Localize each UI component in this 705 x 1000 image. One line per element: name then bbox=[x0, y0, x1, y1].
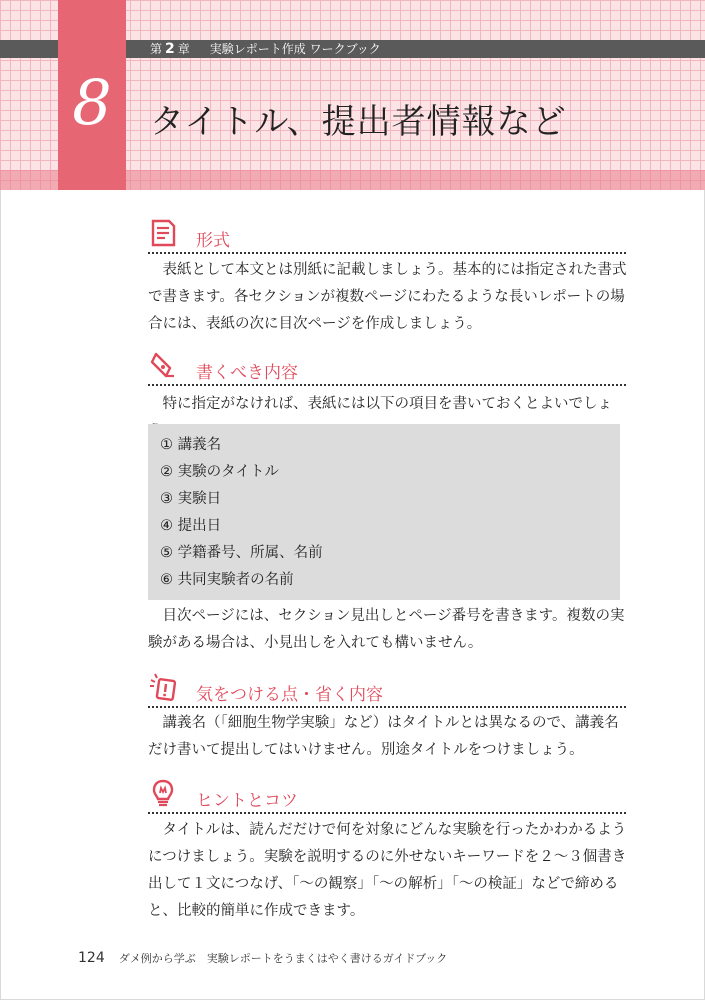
page-footer bbox=[78, 950, 447, 966]
section-body-format bbox=[148, 257, 630, 338]
paragraph: 特に指定がなければ、表紙には以下の項目を書いておくとよいでしょ bbox=[162, 396, 612, 412]
item-list bbox=[148, 424, 620, 594]
list-item: ⑥ 共同実験者の名前 bbox=[160, 572, 294, 588]
chapter-suffix: 章 bbox=[177, 42, 190, 56]
dotted-divider bbox=[148, 384, 626, 386]
section-number: 8 bbox=[72, 66, 112, 139]
page-title: タイトル、提出者情報など bbox=[150, 102, 567, 142]
chapter-title: 実験レポート作成 ワークブック bbox=[209, 42, 381, 56]
paragraph: 講義名（「細胞生物学実験」など）はタイトルとは異なるので、講義名だけ書いて提出してはいけません。別途タイトルをつけましょう。 bbox=[148, 715, 619, 758]
chapter-prefix: 第 bbox=[150, 42, 163, 56]
chapter-number: 2 bbox=[165, 41, 175, 57]
dotted-divider bbox=[148, 812, 626, 814]
section-label: 気をつける点・省く内容 bbox=[196, 685, 383, 705]
pen-icon bbox=[148, 350, 178, 380]
book-title: ダメ例から学ぶ 実験レポートをうまくはやく書けるガイドブック bbox=[118, 952, 448, 965]
section-label: ヒントとコツ bbox=[196, 791, 298, 811]
paragraph: タイトルは、読んだだけで何を対象にどんな実験を行ったかわかるようにつけましょう。実験を説明するのに外せないキーワードを２～３個書き出して１文につなげ、「～の観察」「～の解析」「～の検証」などで締めると、比較的簡単に作成できます。 bbox=[148, 822, 627, 919]
section-heading-caution bbox=[148, 672, 626, 708]
section-after-content bbox=[148, 603, 630, 657]
document-icon bbox=[148, 218, 178, 248]
list-item: ⑤ 学籍番号、所属、名前 bbox=[160, 545, 323, 561]
item-list-box bbox=[148, 424, 620, 600]
paragraph: 表紙として本文とは別紙に記載しましょう。基本的には指定された書式で書きます。各セクションが複数ページにわたるような長いレポートの場合には、表紙の次に目次ページを作成しましょう。 bbox=[148, 262, 627, 332]
lightbulb-icon bbox=[148, 778, 178, 808]
list-item: ④ 提出日 bbox=[160, 518, 222, 534]
paragraph: 目次ページには、セクション見出しとページ番号を書きます。複数の実験がある場合は、小見出しを入れても構いません。 bbox=[148, 608, 625, 651]
dotted-divider bbox=[148, 706, 626, 708]
section-heading-hints bbox=[148, 778, 626, 814]
section-label: 書くべき内容 bbox=[196, 363, 298, 383]
section-label: 形式 bbox=[196, 231, 230, 251]
list-item: ③ 実験日 bbox=[160, 491, 222, 507]
section-heading-content bbox=[148, 350, 626, 386]
dotted-divider bbox=[148, 252, 626, 254]
page-number: 124 bbox=[78, 950, 105, 966]
section-body-caution bbox=[148, 710, 630, 764]
list-item: ② 実験のタイトル bbox=[160, 464, 279, 480]
caution-icon bbox=[148, 672, 178, 702]
chapter-label bbox=[150, 41, 381, 57]
section-heading-format bbox=[148, 218, 626, 254]
list-item: ① 講義名 bbox=[160, 437, 222, 453]
section-body-hints bbox=[148, 817, 630, 925]
